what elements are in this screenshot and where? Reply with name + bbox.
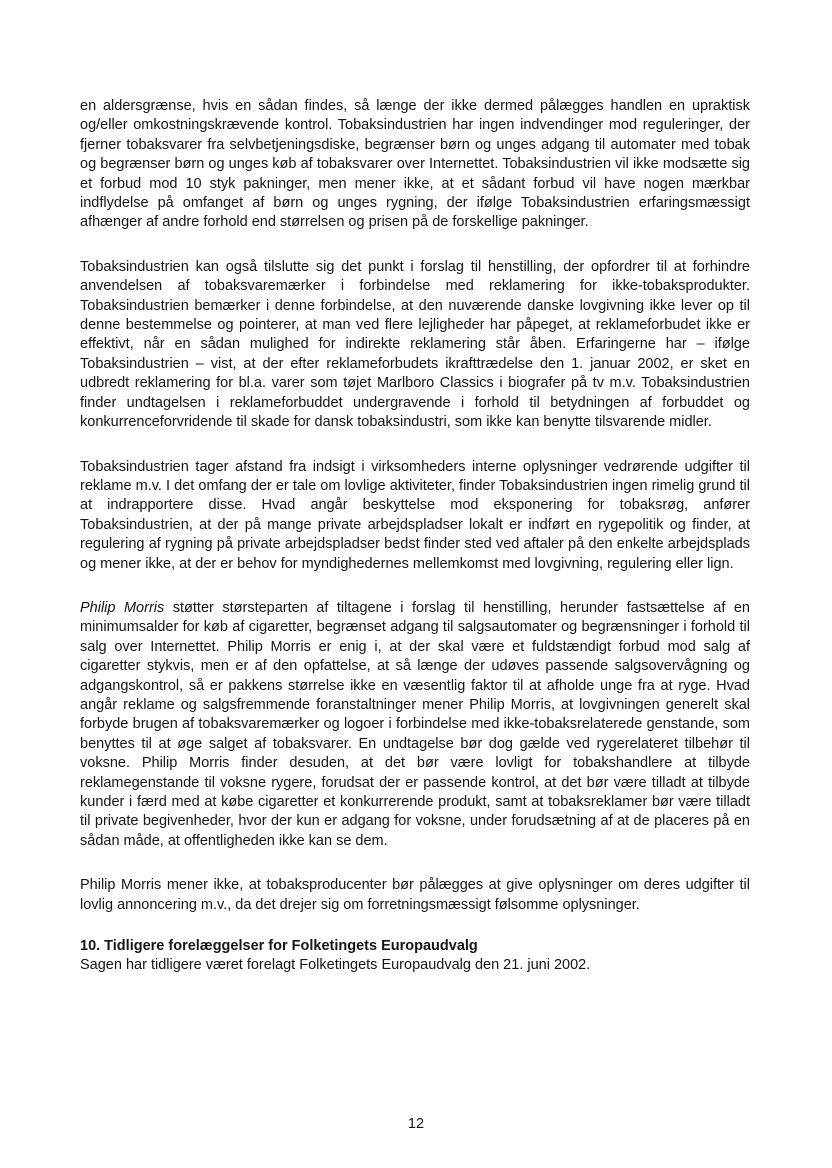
paragraph-brand-stretching — [80, 258, 750, 433]
page-number — [0, 1116, 832, 1132]
section-heading: 10. Tidligere forelæggelser for Folketingets Europaudvalg — [80, 938, 478, 955]
paragraph-age-limit — [80, 97, 750, 233]
paragraph-text: Tobaksindustrien tager afstand fra indsigt i virksomheders interne oplysninger vedrørende udgifter til reklame m.v. I det omfang der er tale om lovlige aktiviteter, finder Tobaksindustrien ingen rimelig grund til at indrapportere disse. Hvad angår beskyttelse mod eksponering for tobaksrøg, anfører Tobaksindustrien, at der på mange private arbejdspladser lokalt er indført en rygepolitik og finder, at regulering af rygning på private arbejdspladser bedst finder sted ved aftaler på den enkelte arbejdsplads og mener ikke, at der er behov for myndighedernes mellemkomst med lovgivning, regulering eller lign. — [80, 458, 750, 572]
paragraph-philip-morris — [80, 599, 750, 851]
page-number-label: 12 — [407, 1116, 425, 1132]
paragraph-text: Philip Morris mener ikke, at tobaksproducenter bør pålægges at give oplysninger om deres udgifter til lovlig annoncering m.v., da det drejer sig om forretningsmæssigt følsomme oplysninger. — [80, 877, 750, 913]
paragraph-philip-morris-disclosure — [80, 876, 750, 915]
paragraph-text: en aldersgrænse, hvis en sådan findes, så længe der ikke dermed pålægges handlen en upraktisk og/eller omkostningskrævende kontrol. Tobaksindustrien har ingen indvendinger mod reguleringer, der fjerner tobaksvarer fra selvbetjeningsdiske, begrænser børn og unges adgang til automater med tobak og begrænser børn og unges køb af tobaksvarer over Internettet. Tobaksindustrien vil ikke modsætte sig et forbud mod 10 styk pakninger, men mener ikke, at et sådant forbud vil have nogen mærkbar indflydelse på omfanget af børn og unges rygning, der ifølge Tobaksindustrien erfaringsmæssigt afhænger af andre forhold end størrelsen og prisen på de forskellige pakninger. — [80, 98, 750, 231]
paragraph-text: støtter størsteparten af tiltagene i forslag til henstilling, herunder fastsættelse af en minimumsalder for køb af cigaretter, begrænset adgang til salgsautomater og begrænsninger i forhold til salg over Internettet. Philip Morris er enig i, at der skal være et fuldstændigt forbud mod salg af cigaretter stykvis, men er af den opfattelse, at så længe der udøves passende salgsovervågning og adgangskontrol, så er pakkens størrelse ikke en væsentlig faktor til at afholde unge fra at ryge. Hvad angår reklame og salgsfremmende foranstaltninger mener Philip Morris, at lovgivningen generelt skal forbyde brugen af tobaksvaremærker og logoer i forbindelse med ikke-tobaksrelaterede genstande, som benyttes til at øge salget af tobaksvarer. En undtagelse bør dog gælde ved rygerelateret tilbehør til voksne. Philip Morris finder desuden, at det bør være lovligt for tobakshandlere at tilbyde reklamegenstande til voksne rygere, forudsat der er passende kontrol, at det bør være tilladt at tilbyde kunder i færd med at købe cigaretter et konkurrerende produkt, samt at tobaksreklamer bør være tilladt til private begivenheder, hvor der kun er adgang for voksne, under forudsætning af at de placeres på en sådan måde, at offentligheden ikke kan se dem. — [80, 599, 750, 849]
section-body: Sagen har tidligere været forelagt Folketingets Europaudvalg den 21. juni 2002. — [80, 957, 591, 974]
company-name-italic: Philip Morris — [80, 599, 165, 616]
paragraph-advertising-expenses — [80, 458, 750, 574]
document-body — [80, 97, 750, 976]
paragraph-text: Tobaksindustrien kan også tilslutte sig det punkt i forslag til henstilling, der opfordrer til at forhindre anvendelsen af tobaksvaremærker i forbindelse med reklamering for ikke-tobaksprodukter. Tobaksindustrien bemærker i denne forbindelse, at den nuværende danske lovgivning ikke lever op til denne bestemmelse og pointerer, at man ved flere lejligheder har påpeget, at reklameforbudet ikke er effektivt, når en sådan mulighed for indirekte reklamering står åben. Erfaringerne har – ifølge Tobaksindustrien – vist, at der efter reklameforbudets ikrafttrædelse den 1. januar 2002, er sket en udbredt reklamering for bl.a. varer som tøjet Marlboro Classics i biografer på tv m.v. Tobaksindustrien finder undtagelsen i reklameforbuddet undergravende i forhold til betydningen af forbuddet og konkurrenceforvridende til skade for dansk tobaksindustri, som ikke kan benytte tilsvarende midler. — [80, 258, 750, 431]
